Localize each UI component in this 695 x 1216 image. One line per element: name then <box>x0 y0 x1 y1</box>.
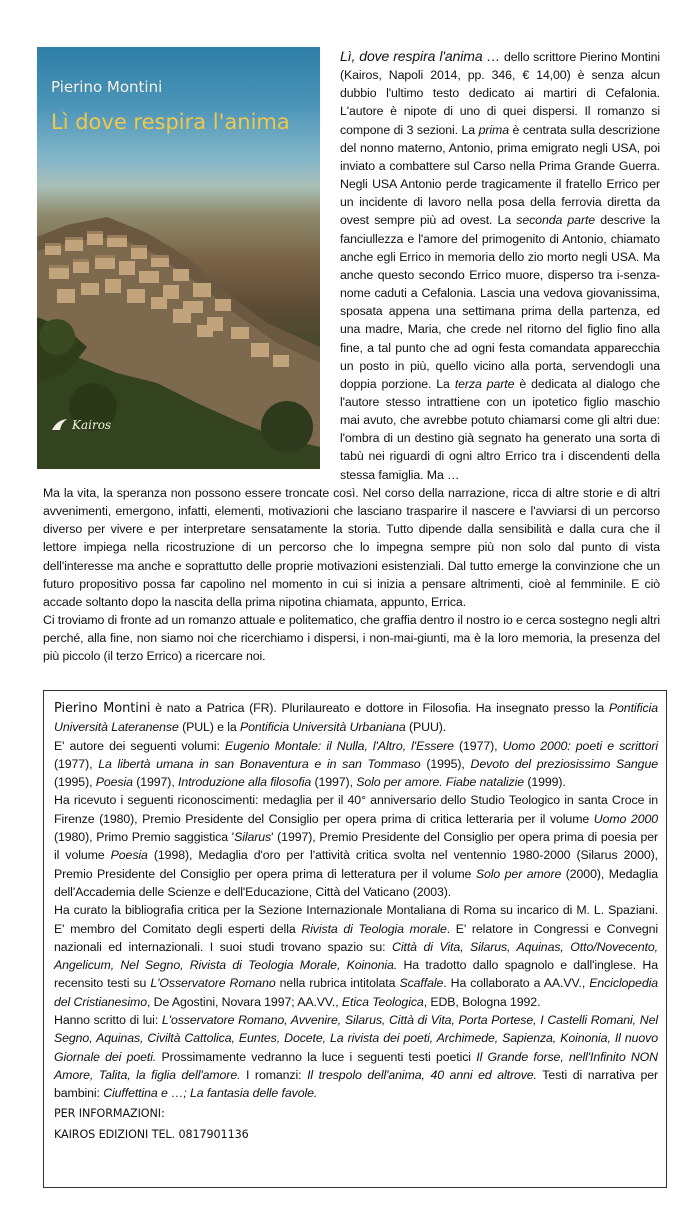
info-label: PER INFORMAZIONI: <box>54 1106 165 1120</box>
bio-italic: Il trespolo dell'anima, 40 anni ed altrove. <box>307 1067 537 1082</box>
bio-text: (PUL) e la <box>178 720 240 735</box>
bio-text: E' autore dei seguenti volumi: <box>54 738 225 753</box>
bio-text: (1999). <box>523 775 566 790</box>
bio-italic: L'osservatore Romano, Avvenire, Silarus, Città di Vita, Porta Portese, I Castelli Romani, Nel Segno, Aquinas, Civiltà Cattolica, Euntes, Docete, La rivista dei poeti, Archimede, Sapienza, Koinonia, Il nuovo Giornale dei poeti. <box>54 1013 658 1064</box>
bio-text: ' (1997), Premio Presidente del Consiglio per opera prima di poesia per il volume <box>54 830 658 863</box>
bio-author-name: Pierino Montini <box>54 701 151 716</box>
bio-text: nella rubrica intitolata <box>275 976 400 991</box>
author-bio-text <box>54 699 658 1145</box>
bio-italic: Etica Teologica <box>341 994 424 1009</box>
bio-text: (1995), <box>54 775 96 790</box>
bio-text: (1997), <box>311 775 357 790</box>
bio-italic: Uomo 2000: poeti e scrittori <box>502 738 658 753</box>
intro-seconda: seconda parte <box>516 213 596 228</box>
bio-text: è nato a Patrica (FR). Plurilaureato e dottore in Filosofia. Ha insegnato presso la <box>150 701 609 715</box>
intro-terza: terza parte <box>454 376 515 391</box>
intro-text-3: descrive la fanciullezza e l'amore del primogenito di Antonio, chiamato anche egli Errico in memoria dello zio morto negli USA. Ma anche questo secondo Errico muore, disperso tra i-senza-nome caduti a Cefalonia. Lascia una vedova giovanissima, sposata appena una settimana prima della partenza, ed una madre, Maria, che crede nel ritorno del figlio fino alla fine, a tal punto che ad ogni festa comandata apparecchia un posto in più, quello vicino alla porta, servendogli una doppia porzione. La <box>340 213 661 391</box>
bio-italic: Città di Vita, Silarus, Aquinas, Otto/Novecento, Angelicum, Nel Segno, Rivista di Teologia Morale, Koinonia. <box>54 939 659 973</box>
bio-italic: Solo per amore <box>475 866 562 881</box>
bio-text: (1977), <box>453 738 503 753</box>
publisher-logo-text: Kairos <box>72 418 112 432</box>
bio-italic: La libertà umana in san Bonaventura e in san Tommaso <box>98 756 421 771</box>
bio-italic: Rivista di Teologia morale <box>301 921 447 936</box>
intro-text-2: è centrata sulla descrizione del nonno materno, Antonio, prima emigrato negli USA, poi inviato a combattere sul Carso nella Prima Grande Guerra. Negli USA Antonio perde tragicamente il fratello Errico per un incidente di lavoro nella posa della ferrovia diretta da ovest sempre più ad ovest. La <box>340 122 661 228</box>
bio-paragraph-intro <box>54 699 658 737</box>
bio-italic: Uomo 2000 <box>593 811 658 826</box>
bio-paragraph-works <box>54 737 658 792</box>
intro-paragraph <box>340 47 660 484</box>
publisher-logo <box>51 418 111 432</box>
bio-italic: Silarus <box>234 830 272 845</box>
bio-paragraph-activities <box>54 901 658 1011</box>
bio-italic: Pontificia Università Lateranense <box>54 701 658 735</box>
bio-text: , EDB, Bologna 1992. <box>423 994 541 1009</box>
bio-italic: Solo per amore. Fiabe natalizie <box>356 775 524 790</box>
bio-text: Ha tradotto dallo spagnolo e dall'inglese. Ha recensito testi su <box>54 958 658 991</box>
bio-text: . E' relatore in Congressi e Convegni nazionali ed internazionali. I suoi studi trovano spazio su: <box>54 921 659 954</box>
bio-italic: Ciuffettina e …; La fantasia delle favole. <box>103 1086 318 1101</box>
bio-italic: L'Osservatore Romano <box>150 976 276 991</box>
book-cover <box>37 47 320 469</box>
bio-text: Ha ricevuto i seguenti riconoscimenti: medaglia per il 40° anniversario dello Studio Teologico in santa Croce in Firenze (1980), Premio Presidente del Consiglio per opera prima di critica letteraria per il volume <box>54 793 658 826</box>
bio-text: (1977), <box>54 756 99 771</box>
bio-italic: Poesia <box>95 775 133 790</box>
bio-italic: Poesia <box>110 848 148 863</box>
cover-title: Lì dove respira l'anima <box>51 110 290 134</box>
author-bio-box <box>43 690 667 1188</box>
bio-text: Testi di narrativa per bambini: <box>54 1067 658 1101</box>
intro-text-1: dello scrittore Pierino Montini (Kairos, Napoli 2014, pp. 346, € 14,00) è senza alcun dubbio l'ultimo testo dedicato ai martiri di Cefalonia. L'autore è nipote di uno di quei dispersi. Il romanzo si compone di 3 sezioni. La <box>340 50 660 137</box>
intro-prima: prima <box>478 122 509 137</box>
bio-text: Hanno scritto di lui: <box>54 1013 162 1028</box>
bio-paragraph-reviews <box>54 1011 658 1102</box>
continuation-text <box>43 484 660 666</box>
bio-italic: Devoto del preziosissimo Sangue <box>470 756 658 771</box>
intro-lead-title: Lì, dove respira l'anima … <box>340 48 501 64</box>
bio-text: Ha curato la bibliografia critica per la Sezione Internazionale Montaliana di Roma su incarico di M. L. Spaziani. E' membro del Comitato degli esperti della <box>54 903 658 936</box>
bio-text: (1998), Medaglia d'oro per l'attività critica svolta nel ventennio 1980-2000 (Silarus 2000), Premio Presidente del Consiglio per opera prima di letteratura per il volume <box>54 848 658 881</box>
bio-text: , De Agostini, Novara 1997; AA.VV., <box>146 994 342 1009</box>
bio-text: (1997), <box>132 775 178 790</box>
cover-author: Pierino Montini <box>51 78 163 96</box>
bio-text: (1995), <box>420 756 471 771</box>
continuation-paragraph-2: Ci troviamo di fronte ad un romanzo attuale e politematico, che graffia dentro il nostro io e cerca sostegno negli altri perché, alla fine, non siamo noi che ricerchiamo i dispersi, i non-mai-giunti, ma è la loro memoria, la presenza del più piccolo (il terzo Errico) a ricercare noi. <box>43 613 660 664</box>
bio-italic: Enciclopedia del Cristianesimo <box>54 976 658 1009</box>
intro-text-4: è dedicata al dialogo che l'autore stesso intrattiene con un ipotetico figlio maschio mai avuto, che avrebbe potuto chiamarsi come gli altri due: l'ombra di un destino già segnato ha generato una sorta di tabù nei riguardi di ogni altro Errico tra i discendenti della stessa famiglia. Ma … <box>340 376 660 482</box>
kairos-leaf-icon <box>51 418 69 432</box>
bio-text: (2000), Medaglia dell'Accademia delle Scienze e dell'Educazione, Città del Vaticano (2003). <box>54 866 659 899</box>
bio-italic: Eugenio Montale: il Nulla, l'Altro, l'Essere <box>224 738 454 753</box>
bio-paragraph-awards <box>54 791 658 901</box>
bio-text: (1980), Primo Premio saggistica ' <box>54 830 235 845</box>
bio-italic: Il Grande forse, nell'Infinito NON Amore, Talita, la figlia dell'amore. <box>54 1049 658 1082</box>
bio-text: Prossimamente vedranno la luce i seguenti testi poetici <box>156 1049 477 1064</box>
bio-text: I romanzi: <box>240 1067 308 1082</box>
bio-italic: Introduzione alla filosofia <box>177 775 312 790</box>
publisher-contact: KAIROS EDIZIONI TEL. 0817901136 <box>54 1127 249 1141</box>
bio-text: . Ha collaborato a AA.VV., <box>443 976 590 991</box>
bio-text: (PUU). <box>405 720 447 735</box>
bio-italic: Pontificia Università Urbaniana <box>239 720 406 735</box>
bio-italic: Scaffale <box>399 976 444 991</box>
continuation-paragraph-1: Ma la vita, la speranza non possono essere troncate così. Nel corso della narrazione, ricca di altre storie e di altri avvenimenti, emergono, infatti, elementi, motivazioni che lasciano trasparire il nascere e l'avviarsi di un percorso diverso per vivere e per interpretare sensatamente la storia. Tutto dipende dalla sensibilità e dalla cura che il lettore impiega nella ricostruzione di un percorso che lo impegna sempre più non solo dal punto di vista dell'interesse ma anche e soprattutto delle proprie motivazioni esistenziali. Dal tutto emerge la convinzione che un futuro propositivo possa far capolino nel momento in cui si inizia a pensare altrimenti, cioè al femminile. E ciò accade soltanto dopo la nascita della prima nipotina chiamata, appunto, Errica. <box>43 486 660 609</box>
